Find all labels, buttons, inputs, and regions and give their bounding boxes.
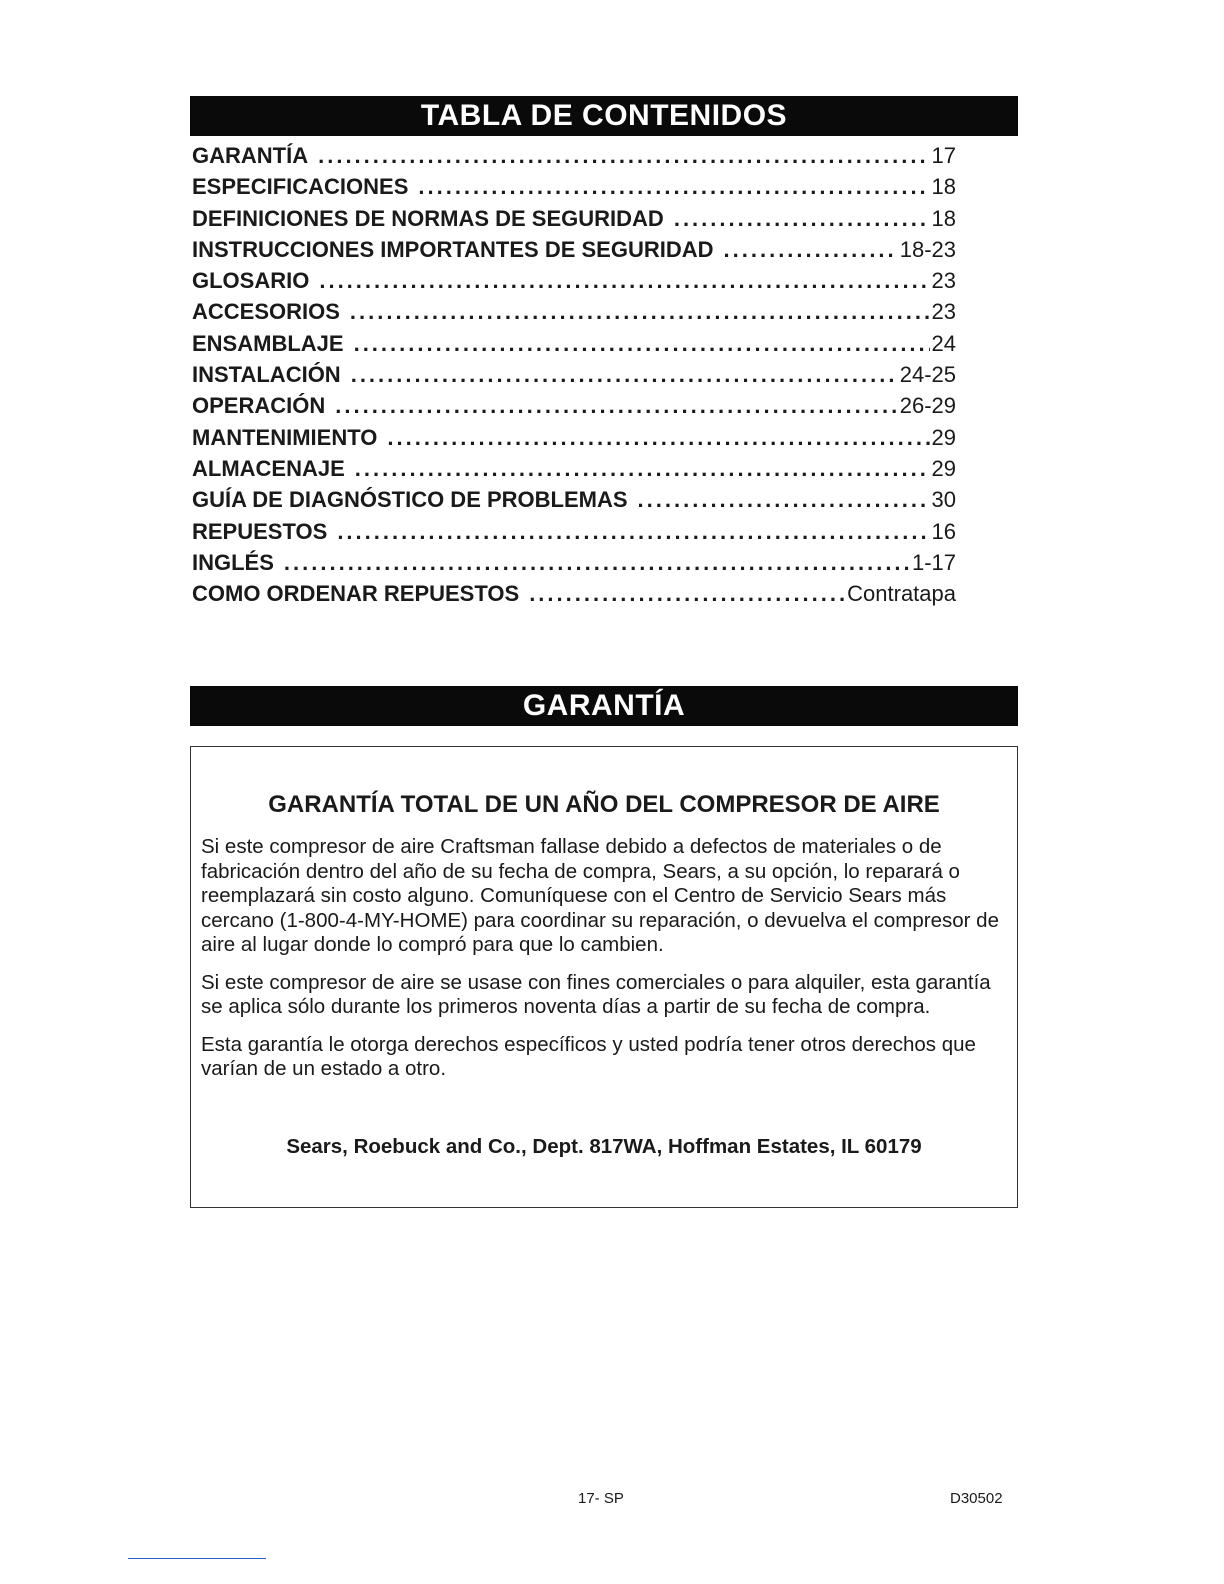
toc-leader xyxy=(319,265,929,296)
toc-entry-page: 23 xyxy=(931,268,956,294)
warranty-heading: GARANTÍA TOTAL DE UN AÑO DEL COMPRESOR DE AIRE xyxy=(268,791,940,818)
toc-entry-label: ACCESORIOS xyxy=(192,299,340,325)
toc-leader xyxy=(387,422,929,453)
toc-leader xyxy=(724,234,898,265)
toc-entry-page: 23 xyxy=(931,299,956,325)
table-of-contents xyxy=(192,140,956,609)
toc-entry xyxy=(192,422,956,453)
toc-entry xyxy=(192,484,956,515)
warranty-paragraph: Si este compresor de aire Craftsman fallase debido a defectos de materiales o de fabricación dentro del año de su fecha de compra, Sears, a su opción, lo reparará o reemplazará sin costo alguno. Comuníquese con el Centro de Servicio Sears más cercano (1-800-4-MY-HOME) para coordinar su reparación, o devuelva el compresor de aire al lugar donde lo compró para que lo cambien. xyxy=(201,835,999,956)
toc-entry xyxy=(192,234,956,265)
warranty-paragraph: Si este compresor de aire se usase con fines comerciales o para alquiler, esta garantía se aplica sólo durante los primeros noventa días a partir de su fecha de compra. xyxy=(201,970,991,1018)
toc-leader xyxy=(354,328,930,359)
toc-entry-page: 24 xyxy=(931,330,956,356)
toc-entry xyxy=(192,203,956,234)
toc-entry-page: 30 xyxy=(931,487,956,513)
toc-entry-page: 1-17 xyxy=(911,549,956,575)
toc-entry-label: REPUESTOS xyxy=(192,518,328,544)
toc-entry xyxy=(192,578,956,609)
toc-entry-label: INGLÉS xyxy=(192,549,274,575)
toc-entry-page: 29 xyxy=(931,424,956,450)
page-number: 17- SP xyxy=(578,1490,624,1507)
toc-entry-page: Contratapa xyxy=(847,581,956,607)
toc-entry-label: INSTRUCCIONES IMPORTANTES DE SEGURIDAD xyxy=(192,236,714,262)
toc-entry xyxy=(192,390,956,421)
toc-entry-label: ALMACENAJE xyxy=(192,455,345,481)
toc-title-bar xyxy=(190,96,1018,136)
toc-entry-page: 29 xyxy=(931,455,956,481)
toc-entry-label: INSTALACIÓN xyxy=(192,362,341,388)
toc-entry-page: 17 xyxy=(931,143,956,168)
toc-leader xyxy=(351,359,898,390)
toc-entry-label: COMO ORDENAR REPUESTOS xyxy=(192,581,520,607)
toc-entry-label: MANTENIMIENTO xyxy=(192,424,378,450)
toc-title: TABLA DE CONTENIDOS xyxy=(420,99,788,132)
warranty-title-bar xyxy=(190,686,1018,726)
toc-entry-label: GLOSARIO xyxy=(192,268,310,294)
toc-entry xyxy=(192,453,956,484)
toc-leader xyxy=(284,547,910,578)
warranty-box xyxy=(190,746,1018,1208)
toc-leader xyxy=(674,203,930,234)
toc-entry xyxy=(192,171,956,202)
toc-entry-label: ENSAMBLAJE xyxy=(192,330,344,356)
toc-entry-page: 18-23 xyxy=(899,236,956,262)
warranty-title: GARANTÍA xyxy=(522,689,686,722)
toc-leader xyxy=(638,484,930,515)
toc-entry xyxy=(192,140,956,171)
divider xyxy=(128,1558,266,1559)
toc-leader xyxy=(529,578,845,609)
toc-entry-page: 18 xyxy=(931,205,956,231)
toc-entry xyxy=(192,265,956,296)
warranty-address: Sears, Roebuck and Co., Dept. 817WA, Hoffman Estates, IL 60179 xyxy=(286,1135,922,1158)
toc-entry xyxy=(192,359,956,390)
toc-entry-label: ESPECIFICACIONES xyxy=(192,174,409,200)
toc-entry-label: OPERACIÓN xyxy=(192,393,326,419)
toc-leader xyxy=(350,296,930,327)
toc-entry-page: 16 xyxy=(931,518,956,544)
toc-entry xyxy=(192,328,956,359)
document-code: D30502 xyxy=(950,1490,1003,1507)
toc-leader xyxy=(337,516,929,547)
toc-entry-label: GUÍA DE DIAGNÓSTICO DE PROBLEMAS xyxy=(192,487,628,513)
toc-leader xyxy=(418,171,929,202)
warranty-body xyxy=(201,835,1013,1095)
toc-leader xyxy=(355,453,930,484)
toc-entry-page: 18 xyxy=(931,174,956,200)
toc-entry-label: GARANTÍA xyxy=(192,143,309,168)
toc-entry xyxy=(192,516,956,547)
toc-entry-page: 24-25 xyxy=(899,362,956,388)
toc-entry-page: 26-29 xyxy=(899,393,956,419)
warranty-paragraph: Esta garantía le otorga derechos específicos y usted podría tener otros derechos que varían de un estado a otro. xyxy=(201,1032,976,1080)
toc-leader xyxy=(335,390,897,421)
toc-entry xyxy=(192,296,956,327)
toc-entry xyxy=(192,547,956,578)
toc-entry-label: DEFINICIONES DE NORMAS DE SEGURIDAD xyxy=(192,205,664,231)
toc-leader xyxy=(318,140,929,171)
